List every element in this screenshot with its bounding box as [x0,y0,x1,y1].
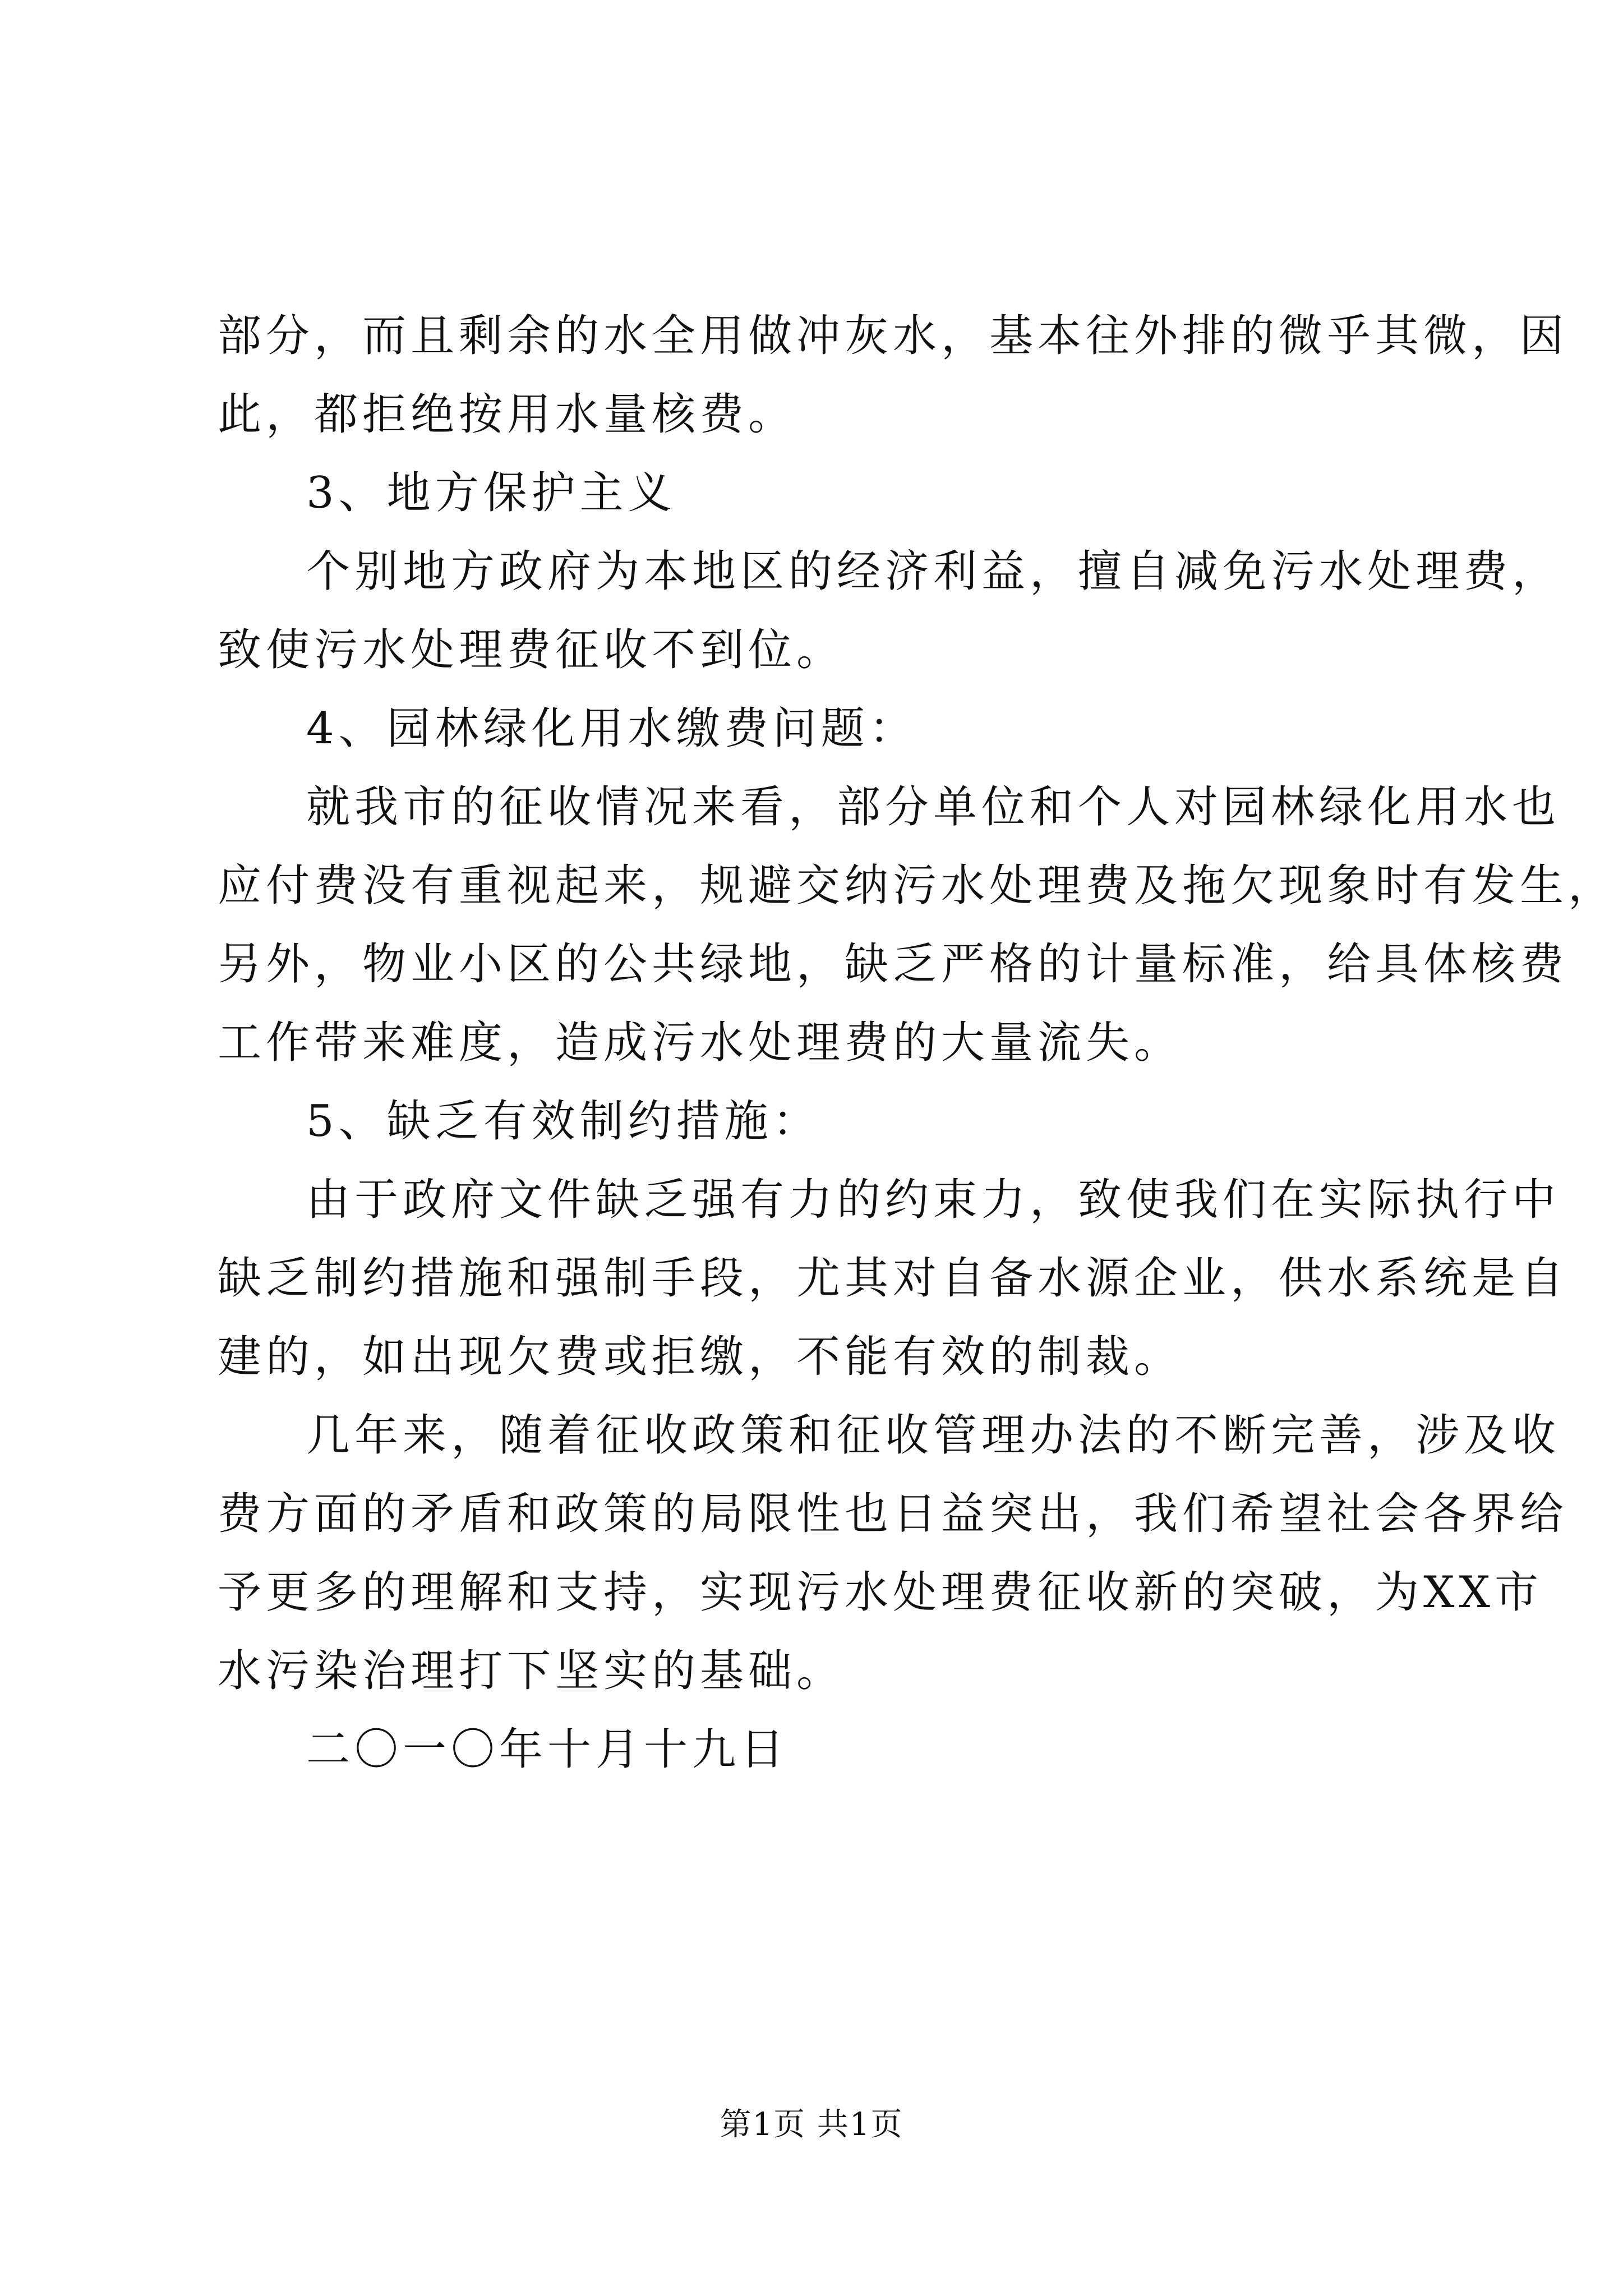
section-heading: 3、地方保护主义 [306,468,676,518]
paragraph-line: 予更多的理解和支持，实现污水处理费征收新的突破，为XX市 [218,1567,1543,1618]
paragraph-line: 由于政府文件缺乏强有力的约束力，致使我们在实际执行中 [306,1175,1561,1225]
paragraph-line: 缺乏制约措施和强制手段，尤其对自备水源企业，供水系统是自 [218,1253,1569,1304]
paragraph-line: 几年来，随着征收政策和征收管理办法的不断完善，涉及收 [306,1410,1561,1461]
paragraph-line: 部分，而且剩余的水全用做冲灰水，基本往外排的微乎其微，因 [218,311,1569,361]
section-heading: 5、缺乏有效制约措施： [306,1096,821,1147]
paragraph-line: 另外，物业小区的公共绿地，缺乏严格的计量标准，给具体核费 [218,939,1569,990]
paragraph-line: 水污染治理打下坚实的基础。 [218,1646,845,1696]
paragraph-line: 致使污水处理费征收不到位。 [218,625,845,675]
paragraph-line: 此，都拒绝按用水量核费。 [218,389,797,440]
paragraph-line: 费方面的矛盾和政策的局限性也日益突出，我们希望社会各界给 [218,1489,1569,1539]
paragraph-line: 个别地方政府为本地区的经济利益，擅自减免污水处理费， [306,546,1561,597]
paragraph-line: 应付费没有重视起来，规避交纳污水处理费及拖欠现象时有发生， [218,861,1617,911]
paragraph-line: 工作带来难度，造成污水处理费的大量流失。 [218,1018,1183,1068]
paragraph-line: 就我市的征收情况来看，部分单位和个人对园林绿化用水也 [306,782,1561,832]
page-footer: 第1页 共1页 [720,2106,903,2143]
document-date: 二〇一〇年十月十九日 [306,1724,789,1775]
section-heading: 4、园林绿化用水缴费问题： [306,703,917,754]
paragraph-line: 建的，如出现欠费或拒缴，不能有效的制裁。 [218,1332,1183,1382]
